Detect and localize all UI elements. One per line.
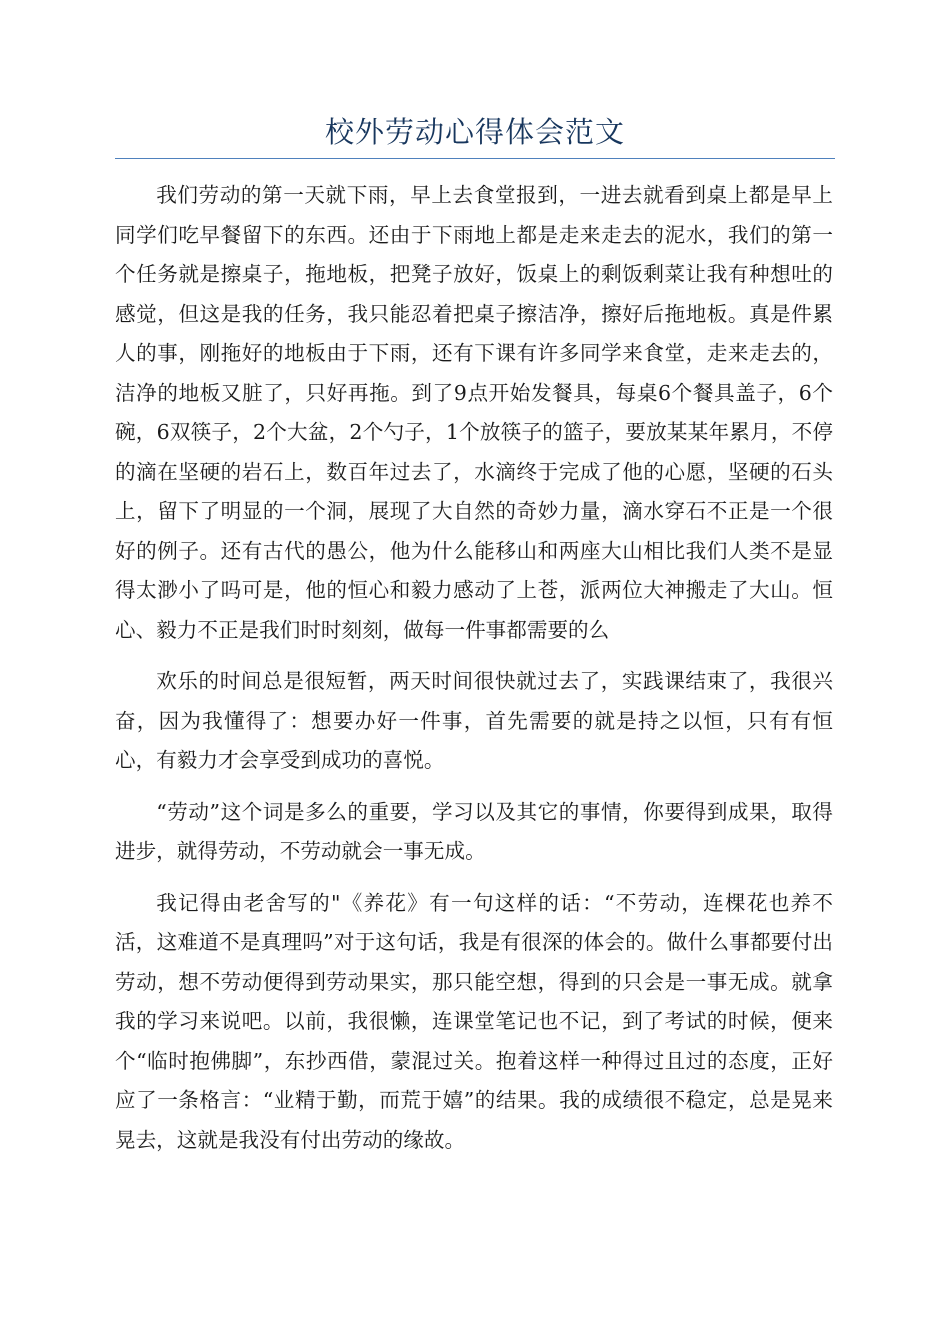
paragraph-4: 我记得由老舍写的"《养花》有一句这样的话：“不劳动，连棵花也养不活，这难道不是真理吗”对于这句话，我是有很深的体会的。做什么事都要付出劳动，想不劳动便得到劳动果实，那只能空想，得到的只会是一事无成。就拿我的学习来说吧。以前，我很懒，连课堂笔记也不记，到了考试的时候，便来个“临时抱佛脚”，东抄西借，蒙混过关。抱着这样一种得过且过的态度，正好应了一条格言：“业精于勤，而荒于嬉”的结果。我的成绩很不稳定，总是晃来晃去，这就是我没有付出劳动的缘故。 — [115, 890, 833, 1152]
paragraph-3: “劳动”这个词是多么的重要，学习以及其它的事情，你要得到成果，取得进步，就得劳动，不劳动就会一事无成。 — [115, 799, 833, 863]
title-block — [115, 108, 835, 159]
paragraph-1: 我们劳动的第一天就下雨，早上去食堂报到，一进去就看到桌上都是早上同学们吃早餐留下的东西。还由于下雨地上都是走来走去的泥水，我们的第一个任务就是擦桌子，拖地板，把凳子放好，饭桌上的剩饭剩菜让我有种想吐的感觉，但这是我的任务，我只能忍着把桌子擦洁净，擦好后拖地板。真是件累人的事，刚拖好的地板由于下雨，还有下课有许多同学来食堂，走来走去的，洁净的地板又脏了，只好再拖。到了9点开始发餐具，每桌6个餐具盖子，6个碗，6双筷子，2个大盆，2个勺子，1个放筷子的篮子，要放某某年累月，不停的滴在坚硬的岩石上，数百年过去了，水滴终于完成了他的心愿，坚硬的石头上，留下了明显的一个洞，展现了大自然的奇妙力量，滴水穿石不正是一个很好的例子。还有古代的愚公，他为什么能移山和两座大山相比我们人类不是显得太渺小了吗可是，他的恒心和毅力感动了上苍，派两位大神搬走了大山。恒心、毅力不正是我们时时刻刻，做每一件事都需要的么 — [115, 183, 833, 642]
paragraph-2: 欢乐的时间总是很短暂，两天时间很快就过去了，实践课结束了，我很兴奋，因为我懂得了：想要办好一件事，首先需要的就是持之以恒，只有有恒心，有毅力才会享受到成功的喜悦。 — [115, 669, 833, 772]
document-body — [115, 176, 833, 1172]
document-title: 校外劳动心得体会范文 — [324, 115, 625, 149]
